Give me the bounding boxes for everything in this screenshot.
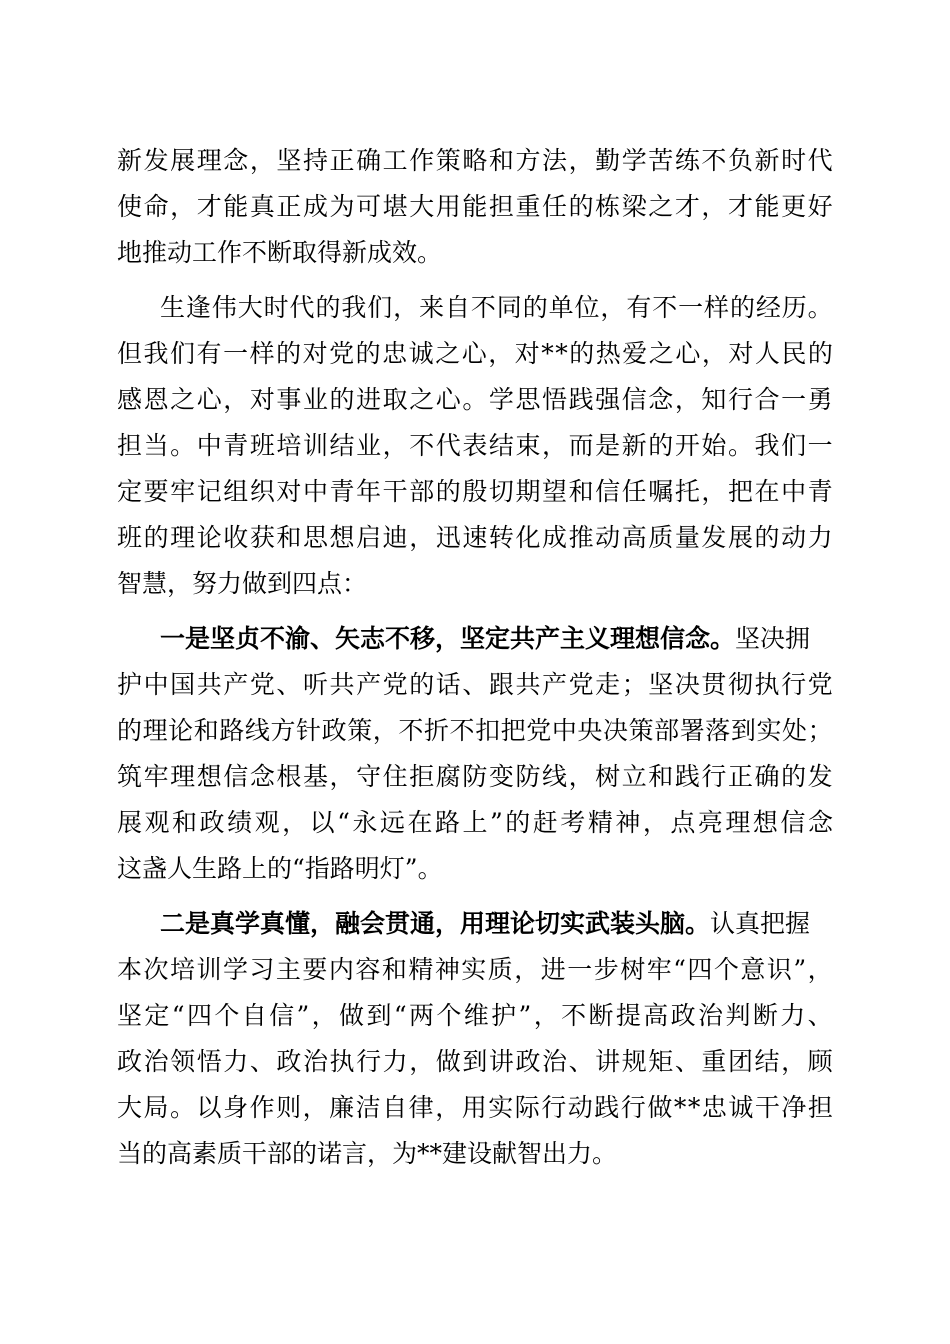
text-line: 当的高素质干部的诺言，为**建设献智出力。 (117, 1139, 618, 1168)
text-line: 坚 定 “ 四 个 自 信 ” ， 做 到 “ 两 个 维 护 ” ， 不 断 提 高 政 治 判 断 力 、 (117, 1001, 833, 1030)
text-line: 新 发 展 理 念 ， 坚 持 正 确 工 作 策 略 和 方 法 ， 勤 学 苦 练 不 负 新 时 代 (117, 146, 833, 175)
text-line: 筑 牢 理 想 信 念 根 基 ， 守 住 拒 腐 防 变 防 线 ， 树 立 和 践 行 正 确 的 发 (117, 762, 833, 791)
paragraph-heading: 一是坚贞不渝、矢志不移，坚定共产主义理想信念。 (160, 624, 736, 653)
text-line: 定 要 牢 记 组 织 对 中 青 年 干 部 的 殷 切 期 望 和 信 任 嘱 托 ， 把 在 中 青 (117, 477, 833, 506)
text-line: 担 当 。 中 青 班 培 训 结 业 ， 不 代 表 结 束 ， 而 是 新 的 开 始 。 我 们 一 (117, 431, 833, 460)
text-run: 认真把握 (710, 909, 811, 938)
text-line: 大 局 。 以 身 作 则 ， 廉 洁 自 律 ， 用 实 际 行 动 践 行 做 * * 忠 诚 干 净 担 (117, 1093, 833, 1122)
text-line: 使 命 ， 才 能 真 正 成 为 可 堪 大 用 能 担 重 任 的 栋 梁 之 才 ， 才 能 更 好 (117, 192, 833, 221)
text-line: 但 我 们 有 一 样 的 对 党 的 忠 诚 之 心 ， 对 * * 的 热 爱 之 心 ， 对 人 民 的 (117, 339, 833, 368)
text-line: 政 治 领 悟 力 、 政 治 执 行 力 ， 做 到 讲 政 治 、 讲 规 矩 、 重 团 结 ， 顾 (117, 1047, 833, 1076)
paragraph-4 (117, 901, 833, 1177)
document-page (117, 138, 833, 1186)
text-line: 地推动工作不断取得新成效。 (117, 238, 443, 267)
text-line: 本 次 培 训 学 习 主 要 内 容 和 精 神 实 质 ， 进 一 步 树 牢 “ 四 个 意 识 ” ， (117, 955, 833, 984)
text-run: 坚决拥 (735, 624, 811, 653)
text-line: 这盏人生路上的“指路明灯”。 (117, 854, 443, 883)
text-line: 展 观 和 政 绩 观 ， 以 “ 永 远 在 路 上 ” 的 赶 考 精 神 ， 点 亮 理 想 信 念 (117, 808, 833, 837)
text-line: 生 逢 伟 大 时 代 的 我 们 ， 来 自 不 同 的 单 位 ， 有 不 一 样 的 经 历 。 (160, 293, 833, 322)
paragraph-heading: 二是真学真懂，融会贯通，用理论切实武装头脑。 (160, 909, 711, 938)
text-line: 智慧，努力做到四点： (117, 569, 368, 598)
text-line: 班 的 理 论 收 获 和 思 想 启 迪 ， 迅 速 转 化 成 推 动 高 质 量 发 展 的 动 力 (117, 523, 833, 552)
paragraph-2 (117, 285, 833, 607)
text-line (117, 616, 833, 662)
paragraph-3 (117, 616, 833, 892)
paragraph-1 (117, 138, 833, 276)
text-line: 感 恩 之 心 ， 对 事 业 的 进 取 之 心 。 学 思 悟 践 强 信 念 ， 知 行 合 一 勇 (117, 385, 833, 414)
text-line: 护 中 国 共 产 党 、 听 共 产 党 的 话 、 跟 共 产 党 走 ； 坚 决 贯 彻 执 行 党 (117, 670, 833, 699)
text-line: 的 理 论 和 路 线 方 针 政 策 ， 不 折 不 扣 把 党 中 央 决 策 部 署 落 到 实 处 ； (117, 716, 833, 745)
text-line (117, 901, 833, 947)
